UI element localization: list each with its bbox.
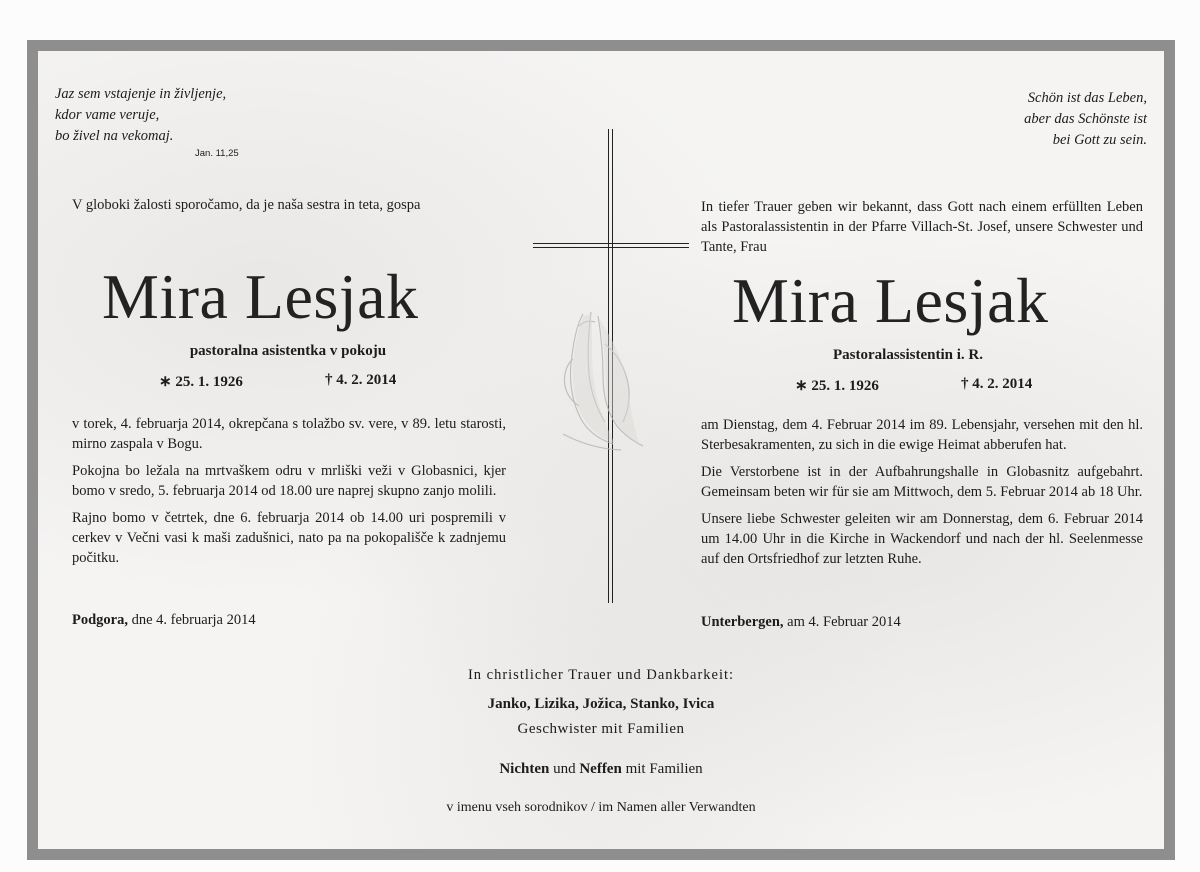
right-date: am 4. Februar 2014 [787, 614, 901, 630]
right-name: Mira Lesjak [732, 265, 1049, 336]
quote-left-line: kdor vame veruje, [55, 107, 160, 123]
left-place: Podgora, [72, 612, 128, 628]
right-place-date [701, 614, 901, 631]
right-birth-date: ∗ 25. 1. 1926 [795, 378, 879, 394]
left-role: pastoralna asistentka v pokoju [189, 343, 387, 359]
quote-right [1024, 88, 1147, 151]
left-body [72, 414, 506, 575]
left-place-date [72, 612, 256, 629]
cross-horizontal-beam [533, 243, 689, 248]
nieces-label: Nichten [499, 761, 550, 777]
right-paragraph: am Dienstag, dem 4. Februar 2014 im 89. Lebensjahr, versehen mit den hl. Sterbesakramenten, zu sich in die ewige Heimat abberufen hat. [701, 417, 1143, 453]
left-birth-date: ∗ 25. 1. 1926 [159, 374, 243, 390]
relatives-line: v imenu vseh sorodnikov / im Namen aller Verwandten [446, 800, 756, 815]
quote-left-line: Jaz sem vstajenje in življenje, [55, 86, 227, 102]
footer-heading: In christlicher Trauer und Dankbarkeit: [467, 667, 735, 683]
left-paragraph: Pokojna bo ležala na mrtvaškem odru v mrliški veži v Globasnici, kjer bomo v sredo, 5. februarja 2014 od 18.00 ure naprej skupno zanjo molili. [72, 463, 506, 499]
obituary-frame [27, 40, 1175, 860]
quote-left [55, 84, 239, 160]
praying-hands-icon [543, 304, 653, 454]
left-intro: V globoki žalosti sporočamo, da je naša sestra in teta, gospa [72, 197, 421, 213]
right-paragraph: Unsere liebe Schwester geleiten wir am Donnerstag, dem 6. Februar 2014 um 14.00 Uhr in die Kirche in Wackendorf und nach der hl. Seelenmesse auf den Ortsfriedhof zur letzten Ruhe. [701, 511, 1143, 567]
left-date: dne 4. februarja 2014 [131, 612, 256, 628]
right-paragraph: Die Verstorbene ist in der Aufbahrungshalle in Globasnitz aufgebahrt. Gemeinsam beten wir für sie am Mittwoch, dem 5. Februar 2014 ab 18 Uhr. [701, 464, 1143, 500]
left-paragraph: v torek, 4. februarja 2014, okrepčana s tolažbo sv. vere, v 89. letu starosti, mirno zaspala v Bogu. [72, 416, 506, 452]
siblings-names: Janko, Lizika, Jožica, Stanko, Ivica [487, 696, 715, 712]
siblings-caption: Geschwister mit Familien [517, 721, 685, 737]
right-intro: In tiefer Trauer geben wir bekannt, dass Gott nach einem erfüllten Leben als Pastoralassistentin in der Pfarre Villach-St. Josef, unsere Schwester und Tante, Frau [701, 199, 1143, 255]
nephews-label: Neffen [579, 761, 622, 777]
quote-right-line: Schön ist das Leben, [1027, 90, 1147, 106]
quote-right-line: aber das Schönste ist [1024, 111, 1147, 127]
right-body [701, 415, 1143, 576]
left-paragraph: Rajno bomo v četrtek, dne 6. februarja 2014 ob 14.00 uri pospremili v cerkev v Večni vasi k maši zadušnici, nato pa na pokopališče k zadnjemu počitku. [72, 510, 506, 566]
right-death-date: † 4. 2. 2014 [961, 376, 1033, 392]
obituary-card [38, 51, 1164, 849]
nieces-nephews-line [38, 761, 1164, 778]
with-families-label: mit Familien [625, 761, 703, 777]
left-death-date: † 4. 2. 2014 [325, 372, 397, 388]
quote-left-reference: Jan. 11,25 [195, 148, 239, 159]
right-role: Pastoralassistentin i. R. [833, 347, 983, 363]
and-label: und [553, 761, 576, 777]
quote-left-line: bo živel na vekomaj. [55, 128, 174, 144]
quote-right-line: bei Gott zu sein. [1052, 132, 1147, 148]
left-name: Mira Lesjak [102, 261, 419, 332]
right-place: Unterbergen, [701, 614, 784, 630]
